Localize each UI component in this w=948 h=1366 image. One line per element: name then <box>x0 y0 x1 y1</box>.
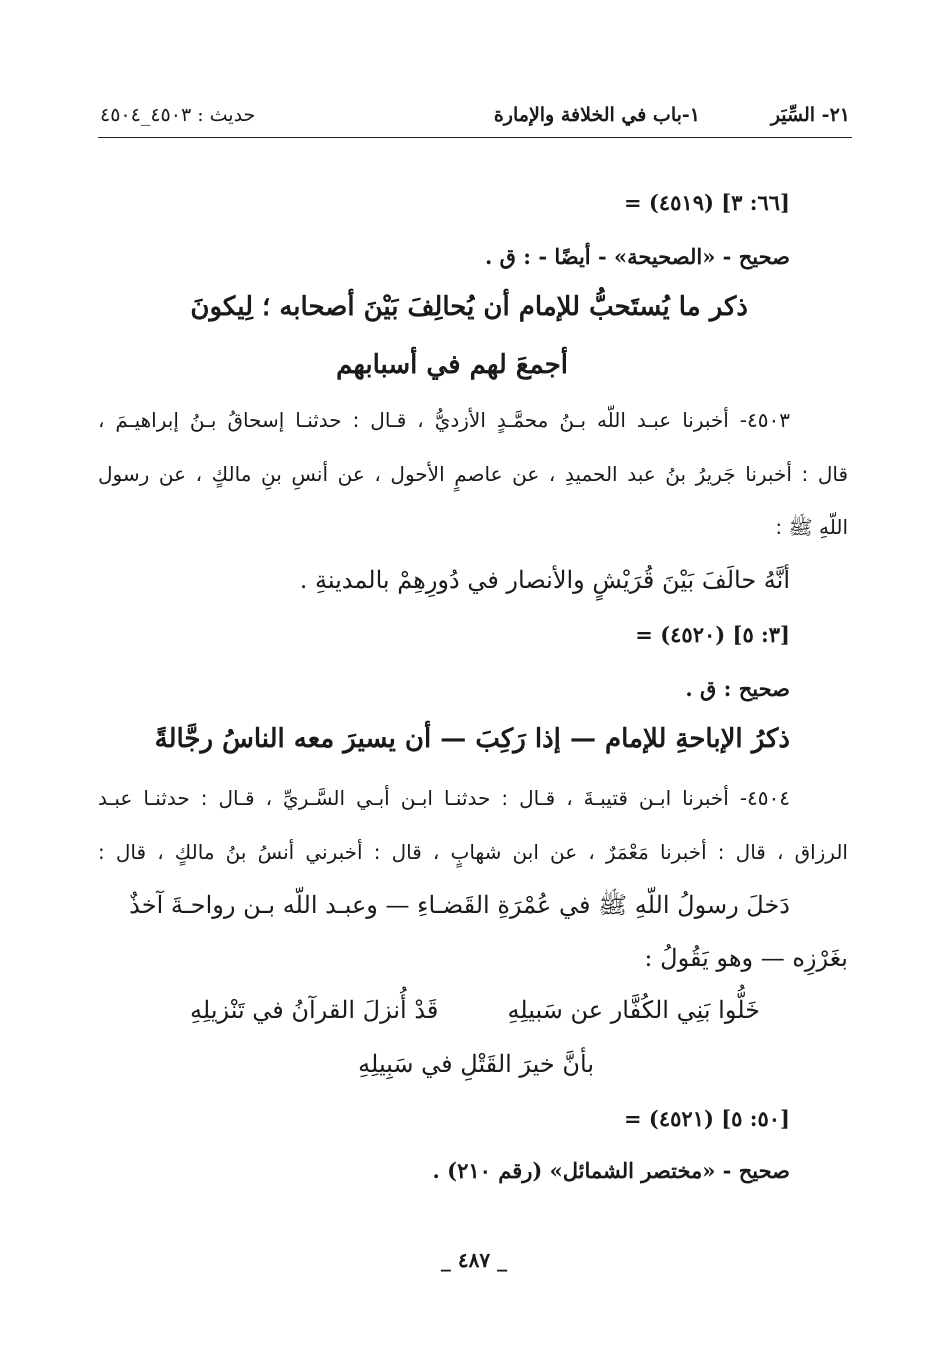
hadith-4504-text-line-1: دَخلَ رسولُ اللّهِ ﷺ في عُمْرَةِ القَضـاءِ — وعبـد اللّه بـن رواحـةَ آخذٌ <box>129 891 790 919</box>
hadith-4503-text: أنَّهُ حالَفَ بَيْنَ قُرَيْشٍ والأنصار في دُورِهِمْ بالمدينةِ . <box>299 566 790 594</box>
hadith-4504-text-line-2: بغَرْزِه — وهو يَقُولُ : <box>644 944 848 972</box>
chapter-heading-1-line-2: أجمعَ لهم في أسبابهم <box>336 350 568 380</box>
grading-4521: صحيح - «مختصر الشمائل» (رقم ٢١٠) . <box>432 1158 790 1183</box>
hadith-4504-chain-line-1: ٤٥٠٤- أخبرنا ابـن قتيبـةَ ، قـال : حدثنـا ابـن أبـي السَّـريِّ ، قـال : حدثنـا عبـد <box>98 786 790 810</box>
header-hadith-range: حديث : ٤٥٠٣_٤٥٠٤ <box>100 104 256 126</box>
reference-4520: = (٤٥٢٠) [٥ :٣] <box>635 622 790 647</box>
page-number: _ ٤٨٧ _ <box>440 1248 508 1272</box>
reference-4519: = (٤٥١٩) [٣ :٦٦] <box>624 190 790 215</box>
poem-verse-2: بأنَّ خيرَ القَتْلِ في سَبِيلِهِ <box>358 1050 594 1078</box>
header-divider <box>98 137 852 138</box>
chapter-heading-1-line-1: ذكر ما يُستَحبُّ للإمام أن يُحالِفَ بَيْنَ أصحابه ؛ لِيكونَ <box>190 292 748 322</box>
hadith-4503-chain-line-2: قال : أخبرنا جَريرُ بنُ عبد الحميدِ ، عن عاصمٍ الأحول ، عن أنسِ بنِ مالكٍ ، عن رسول <box>98 462 848 486</box>
hadith-4503-chain-line-3: اللّهِ ﷺ : <box>775 515 848 539</box>
hadith-4503-chain-line-1: ٤٥٠٣- أخبرنا عبـد اللّه بـنُ محمَّـدٍ الأزديُّ ، قـال : حدثنـا إسحاقُ بـنُ إبراهيـمَ ، <box>98 408 790 432</box>
running-header <box>100 100 850 136</box>
grading-4520: صحيح : ق . <box>685 676 790 701</box>
header-section-title: ١-باب في الخلافة والإمارة <box>493 104 700 126</box>
hadith-4504-chain-line-2: الرزاق ، قال : أخبرنا مَعْمَرٌ ، عن ابن شهابٍ ، قال : أخبرني أنسُ بنُ مالكٍ ، قال : <box>98 840 848 864</box>
header-book-chapter: ٢١- السِّيَر <box>770 104 850 126</box>
grading-4519: صحيح - «الصحيحة» - أيضًا - : ق . <box>485 244 790 269</box>
chapter-heading-2: ذكرُ الإباحةِ للإمام — إذا رَكِبَ — أن يسيرَ معه الناسُ رجَّالةً <box>154 724 790 754</box>
poem-verse-1-first-hemistich: خَلُّوا بَنِي الكُفَّار عن سَبيلِهِ <box>507 996 760 1024</box>
poem-verse-1-second-hemistich: قَدْ أُنزلَ القرآنُ في تَنْزيلِهِ <box>190 996 439 1024</box>
reference-4521: = (٤٥٢١) [٥ :٥٠] <box>624 1106 790 1131</box>
